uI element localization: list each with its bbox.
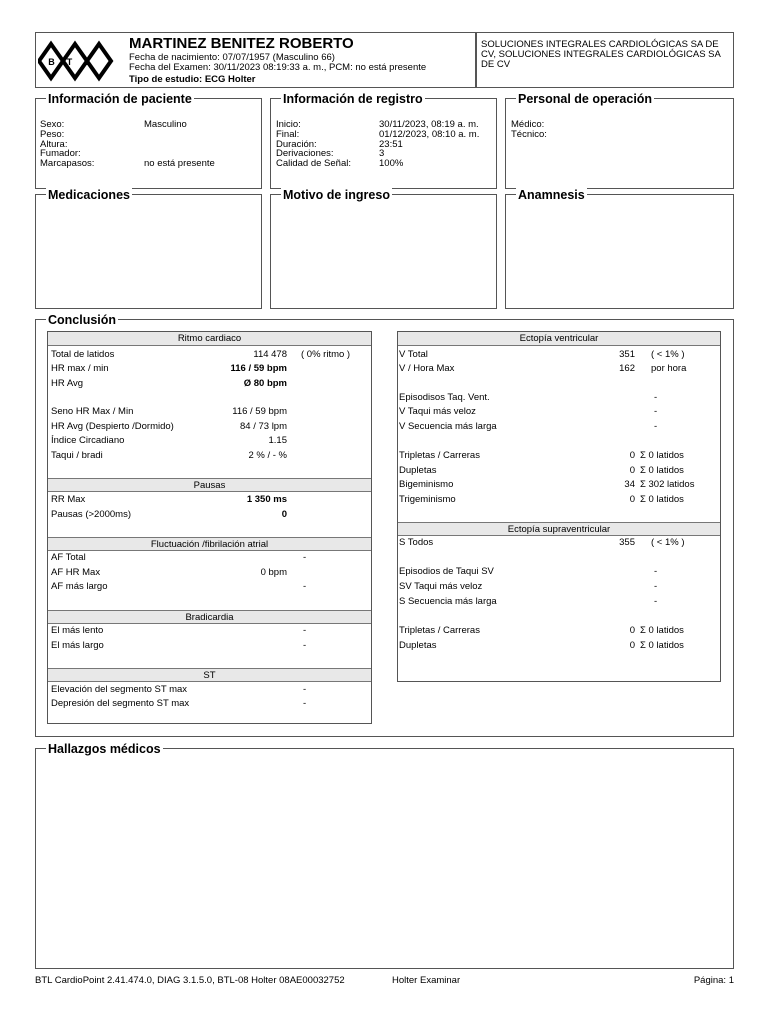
v-trigeminy-value: 0 xyxy=(629,494,635,505)
patient-info-values xyxy=(144,120,215,169)
v-triplets-label: Tripletas / Carreras xyxy=(399,450,480,461)
v-bigeminy-value: 34 xyxy=(624,479,635,490)
pauses-label: Pausas (>2000ms) xyxy=(51,509,131,520)
rr-max-label: RR Max xyxy=(51,494,86,505)
hr-avg-awake-asleep-label: HR Avg (Despierto /Dormido) xyxy=(51,421,174,432)
patient-info-title: Información de paciente xyxy=(48,92,192,106)
label-signal-quality: Calidad de Señal: xyxy=(276,158,351,170)
hr-avg-awake-asleep-value: 84 / 73 lpm xyxy=(240,421,287,432)
footer-software: BTL CardioPoint 2.41.474.0, DIAG 3.1.5.0, BTL-08 Holter 08AE00032752 xyxy=(35,975,345,986)
admission-title: Motivo de ingreso xyxy=(283,188,390,202)
tachy-brady-value: 2 % / - % xyxy=(248,450,287,461)
heart-rhythm-header: Ritmo cardiaco xyxy=(48,332,371,346)
v-total-value: 351 xyxy=(619,349,635,360)
medications-box xyxy=(35,194,262,309)
btl-logo xyxy=(38,40,114,82)
value-leads: 3 xyxy=(379,148,385,160)
birth-date-line: Fecha de nacimiento: 07/07/1957 (Masculino 66) xyxy=(129,52,335,63)
svt-fastest-label: SV Taqui más veloz xyxy=(399,581,483,592)
st-depression-label: Depresión del segmento ST max xyxy=(51,698,190,709)
label-weight: Peso: xyxy=(40,128,65,140)
exam-date-line: Fecha del Examen: 30/11/2023 08:19:33 a. m., PCM: no está presente xyxy=(129,62,427,73)
record-info-values xyxy=(379,120,479,169)
s-total-extra: ( < 1% ) xyxy=(651,537,685,548)
brady-slowest-label: El más lento xyxy=(51,625,104,636)
sinus-hr-label: Seno HR Max / Min xyxy=(51,406,134,417)
v-triplets-extra: Σ 0 latidos xyxy=(640,450,684,461)
v-triplets-value: 0 xyxy=(629,450,635,461)
v-couplets-extra: Σ 0 latidos xyxy=(640,465,684,476)
vt-fastest-value: - xyxy=(654,406,658,417)
supra-header: Ectopía supraventricular xyxy=(398,522,720,536)
v-hour-max-label: V / Hora Max xyxy=(399,363,455,374)
record-info-labels xyxy=(276,120,351,169)
af-longest-value: - xyxy=(303,581,307,592)
hr-total-value: 114 478 xyxy=(253,349,287,360)
circadian-value: 1.15 xyxy=(268,435,287,446)
patient-name: MARTINEZ BENITEZ ROBERTO xyxy=(129,35,354,52)
s-triplets-value: 0 xyxy=(629,625,635,636)
vt-episodes-value: - xyxy=(654,392,658,403)
pauses-header: Pausas xyxy=(48,478,371,492)
s-triplets-label: Tripletas / Carreras xyxy=(399,625,480,636)
s-total-value: 355 xyxy=(619,537,635,548)
value-sex: Masculino xyxy=(144,119,187,130)
st-depression-value: - xyxy=(303,698,307,709)
svt-episodes-value: - xyxy=(654,566,658,577)
value-signal-quality: 100% xyxy=(379,158,404,170)
s-longest-run-label: S Secuencia más larga xyxy=(399,596,497,607)
brady-longest-value: - xyxy=(303,640,307,651)
hr-maxmin-label: HR max / min xyxy=(51,363,109,374)
pauses-value: 0 xyxy=(281,509,287,520)
hr-avg-label: HR Avg xyxy=(51,378,84,389)
label-leads: Derivaciones: xyxy=(276,148,334,160)
hr-avg-value: Ø 80 bpm xyxy=(243,378,287,389)
label-pacemaker: Marcapasos: xyxy=(40,158,95,170)
footer-app: Holter Examinar xyxy=(392,975,461,986)
rr-max-value: 1 350 ms xyxy=(246,494,287,505)
brady-slowest-value: - xyxy=(303,625,307,636)
v-bigeminy-extra: Σ 302 latidos xyxy=(640,479,695,490)
value-weight xyxy=(144,130,215,140)
right-conclusion-table xyxy=(397,331,721,682)
value-end: 01/12/2023, 08:10 a. m. xyxy=(379,128,480,140)
circadian-label: Índice Circadiano xyxy=(51,435,125,446)
vt-episodes-label: Episodisos Taq. Vent. xyxy=(399,392,490,403)
af-total-label: AF Total xyxy=(51,552,86,563)
s-longest-run-value: - xyxy=(654,596,658,607)
findings-box xyxy=(35,748,734,969)
label-height: Altura: xyxy=(40,138,68,150)
conclusion-title: Conclusión xyxy=(48,313,117,327)
admission-box xyxy=(270,194,497,309)
hr-maxmin-value: 116 / 59 bpm xyxy=(230,363,287,374)
logo-letters: BTL xyxy=(48,57,102,67)
label-duration: Duración: xyxy=(276,138,317,150)
af-hr-max-label: AF HR Max xyxy=(51,567,101,578)
v-trigeminy-label: Trigeminismo xyxy=(399,494,456,505)
hr-total-extra: ( 0% ritmo ) xyxy=(301,349,351,360)
value-pacemaker: no está presente xyxy=(144,158,215,170)
patient-info-labels xyxy=(40,120,94,169)
brady-header: Bradicardia xyxy=(48,610,371,624)
anamnesis-box xyxy=(505,194,734,309)
v-longest-run-value: - xyxy=(654,421,658,432)
staff-title: Personal de operación xyxy=(518,92,653,106)
value-duration: 23:51 xyxy=(379,138,403,150)
staff-labels xyxy=(511,120,547,140)
af-longest-label: AF más largo xyxy=(51,581,108,592)
st-header: ST xyxy=(48,668,371,682)
value-height xyxy=(144,140,215,150)
v-bigeminy-label: Bigeminismo xyxy=(399,479,454,490)
study-type: Tipo de estudio: ECG Holter xyxy=(129,74,256,85)
st-elevation-label: Elevación del segmento ST max xyxy=(51,684,188,695)
svt-fastest-value: - xyxy=(654,581,658,592)
v-trigeminy-extra: Σ 0 latidos xyxy=(640,494,684,505)
vt-fastest-label: V Taqui más veloz xyxy=(399,406,476,417)
v-hour-max-extra: por hora xyxy=(651,363,687,374)
v-total-label: V Total xyxy=(399,349,428,360)
value-start: 30/11/2023, 08:19 a. m. xyxy=(379,119,479,130)
tachy-brady-label: Taqui / bradi xyxy=(51,450,103,461)
s-couplets-label: Dupletas xyxy=(399,640,437,651)
v-couplets-label: Dupletas xyxy=(399,465,437,476)
vent-header: Ectopía ventricular xyxy=(398,332,720,346)
institution-name: SOLUCIONES INTEGRALES CARDIOLÓGICAS SA DE CV, SOLUCIONES INTEGRALES CARDIOLÓGICAS SA DE CV xyxy=(481,39,721,70)
af-header: Fluctuación /fibrilación atrial xyxy=(48,537,371,551)
s-triplets-extra: Σ 0 latidos xyxy=(640,625,684,636)
footer-page: Página: 1 xyxy=(693,975,734,986)
s-total-label: S Todos xyxy=(399,537,434,548)
svt-episodes-label: Episodios de Taqui SV xyxy=(399,566,494,577)
label-end: Final: xyxy=(276,128,300,140)
staff-box xyxy=(505,98,734,189)
v-longest-run-label: V Secuencia más larga xyxy=(399,421,497,432)
sinus-hr-value: 116 / 59 bpm xyxy=(232,406,287,417)
st-elevation-value: - xyxy=(303,684,307,695)
af-total-value: - xyxy=(303,552,307,563)
anamnesis-title: Anamnesis xyxy=(518,188,585,202)
brady-longest-label: El más largo xyxy=(51,640,104,651)
s-couplets-value: 0 xyxy=(629,640,635,651)
record-info-title: Información de registro xyxy=(283,92,423,106)
label-technician: Técnico: xyxy=(511,128,547,140)
label-doctor: Médico: xyxy=(511,119,545,130)
s-couplets-extra: Σ 0 latidos xyxy=(640,640,684,651)
v-hour-max-value: 162 xyxy=(619,363,635,374)
label-start: Inicio: xyxy=(276,119,301,130)
hr-total-label: Total de latidos xyxy=(51,349,115,360)
left-conclusion-table xyxy=(47,331,372,724)
af-hr-max-value: 0 bpm xyxy=(260,567,287,578)
v-total-extra: ( < 1% ) xyxy=(651,349,685,360)
medications-title: Medicaciones xyxy=(48,188,130,202)
label-sex: Sexo: xyxy=(40,119,65,130)
v-couplets-value: 0 xyxy=(629,465,635,476)
label-smoker: Fumador: xyxy=(40,148,81,160)
findings-title: Hallazgos médicos xyxy=(48,742,161,756)
